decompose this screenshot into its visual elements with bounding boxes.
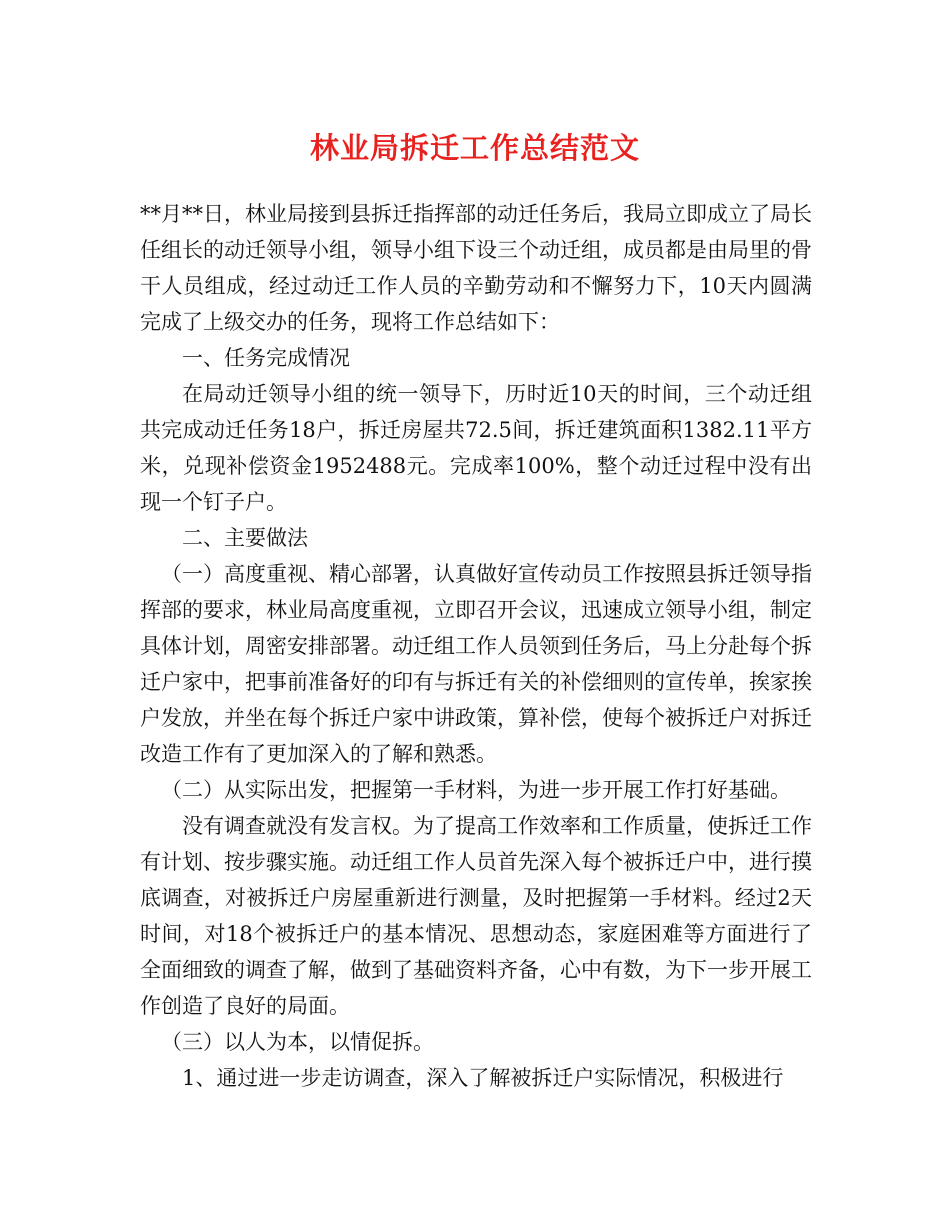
section-heading-task-completion: 一、任务完成情况 bbox=[182, 346, 350, 370]
paragraph-method-one: （一）高度重视、精心部署，认真做好宣传动员工作按照县拆迁领导指挥部的要求，林业局高度重视，立即召开会议，迅速成立领导小组，制定具体计划，周密安排部署。动迁组工作人员领到任务后，马上分赴每个拆迁户家中，把事前准备好的印有与拆迁有关的补偿细则的宣传单，挨家挨户发放，并坐在每个拆迁户家中讲政策，算补偿，使每个被拆迁户对拆迁改造工作有了更加深入的了解和熟悉。 bbox=[140, 562, 812, 766]
document-body bbox=[140, 196, 812, 1096]
paragraph-method-two-heading: （二）从实际出发，把握第一手材料，为进一步开展工作打好基础。 bbox=[161, 778, 791, 802]
document-title: 林业局拆迁工作总结范文 bbox=[309, 131, 640, 165]
paragraph-task-completion: 在局动迁领导小组的统一领导下，历时近10天的时间，三个动迁组共完成动迁任务18户，拆迁房屋共72.5间，拆迁建筑面积1382.11平方米，兑现补偿资金1952488元。完成率100%，整个动迁过程中没有出现一个钉子户。 bbox=[140, 382, 812, 514]
paragraph-method-two: 没有调查就没有发言权。为了提高工作效率和工作质量，使拆迁工作有计划、按步骤实施。动迁组工作人员首先深入每个被拆迁户中，进行摸底调查，对被拆迁户房屋重新进行测量，及时把握第一手材料。经过2天时间，对18个被拆迁户的基本情况、思想动态，家庭困难等方面进行了全面细致的调查了解，做到了基础资料齐备，心中有数，为下一步开展工作创造了良好的局面。 bbox=[140, 814, 812, 1018]
paragraph-method-three-item-one: 1、通过进一步走访调查，深入了解被拆迁户实际情况，积极进行 bbox=[182, 1066, 784, 1090]
paragraph-intro: **月**日，林业局接到县拆迁指挥部的动迁任务后，我局立即成立了局长任组长的动迁领导小组，领导小组下设三个动迁组，成员都是由局里的骨干人员组成，经过动迁工作人员的辛勤劳动和不懈努力下，10天内圆满完成了上级交办的任务，现将工作总结如下： bbox=[140, 202, 812, 334]
paragraph-method-three-heading: （三）以人为本，以情促拆。 bbox=[161, 1030, 434, 1054]
section-heading-main-methods: 二、主要做法 bbox=[182, 526, 308, 550]
